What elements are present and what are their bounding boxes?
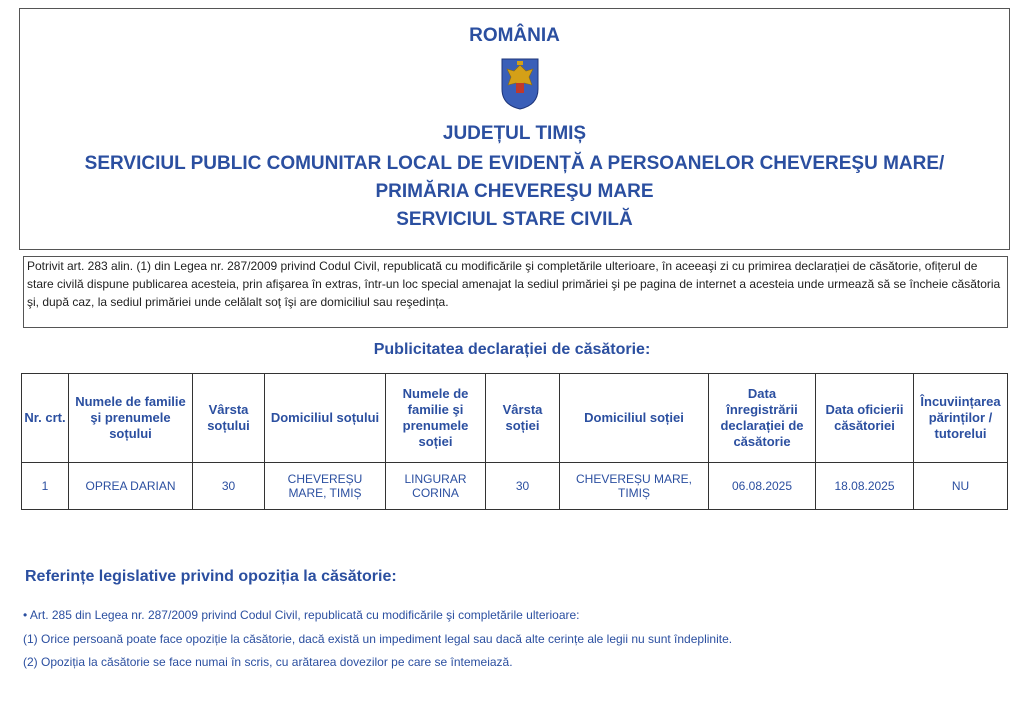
column-header: Numele de familie şi prenumele soțului (69, 374, 193, 463)
column-header: Data oficierii căsătoriei (816, 374, 914, 463)
service-title-line1: SERVICIUL PUBLIC COMUNITAR LOCAL DE EVIDENȚĂ A PERSOANELOR CHEVEREŞU MARE/ (84, 153, 945, 174)
table-cell: 30 (486, 463, 560, 510)
column-header: Numele de familie şi prenumele soției (386, 374, 486, 463)
column-header: Încuviințarea părinților / tutorelui (914, 374, 1008, 463)
service-title-line2: PRIMĂRIA CHEVEREŞU MARE (375, 181, 654, 202)
table-cell: CHEVEREȘU MARE, TIMIȘ (265, 463, 386, 510)
column-header: Data înregistrării declarației de căsătorie (709, 374, 816, 463)
references-title: Referințe legislative privind opoziția la căsătorie: (25, 568, 397, 585)
table-cell: 1 (22, 463, 69, 510)
reference-line: (2) Opoziția la căsătorie se face numai în scris, cu arătarea dovezilor pe care se întemeiază. (23, 655, 513, 669)
column-header: Vârsta soției (486, 374, 560, 463)
column-header: Nr. crt. (22, 374, 69, 463)
table-cell: LINGURAR CORINA (386, 463, 486, 510)
column-header: Vârsta soțului (193, 374, 265, 463)
table-cell: 30 (193, 463, 265, 510)
table-cell: 06.08.2025 (709, 463, 816, 510)
country-title: ROMÂNIA (469, 25, 560, 46)
table-cell: 18.08.2025 (816, 463, 914, 510)
document-header (19, 8, 1010, 250)
table-cell: CHEVEREȘU MARE, TIMIȘ (560, 463, 709, 510)
service-title-line3: SERVICIUL STARE CIVILĂ (396, 209, 633, 230)
column-header: Domiciliul soției (560, 374, 709, 463)
table-header-row (22, 374, 1008, 463)
table-cell: NU (914, 463, 1008, 510)
legal-notice: Potrivit art. 283 alin. (1) din Legea nr. 287/2009 privind Codul Civil, republicată cu modificările şi completările ulterioare, în aceeaşi zi cu primirea declarației de căsătorie, ofițerul de stare civilă dispune publicarea acesteia, prin afişarea în extras, într-un loc special amenajat la sediul primăriei şi pe pagina de internet a acesteia unde urmează să se încheie căsătoria şi, după caz, la sediul primăriei unde celălalt soț îşi are domiciliul sau reşedința. (23, 256, 1008, 328)
reference-line: • Art. 285 din Legea nr. 287/2009 privind Codul Civil, republicată cu modificările şi completările ulterioare: (23, 608, 580, 622)
marriage-declaration-table (21, 373, 1008, 510)
romania-coat-of-arms-icon (499, 55, 541, 111)
table-row (22, 463, 1008, 510)
column-header: Domiciliul soțului (265, 374, 386, 463)
publication-title: Publicitatea declarației de căsătorie: (373, 341, 651, 358)
table-cell: OPREA DARIAN (69, 463, 193, 510)
reference-line: (1) Orice persoană poate face opoziție la căsătorie, dacă există un impediment legal sau dacă alte cerințe ale legii nu sunt îndeplinite. (23, 632, 733, 646)
county-title: JUDEȚUL TIMIȘ (442, 123, 587, 144)
